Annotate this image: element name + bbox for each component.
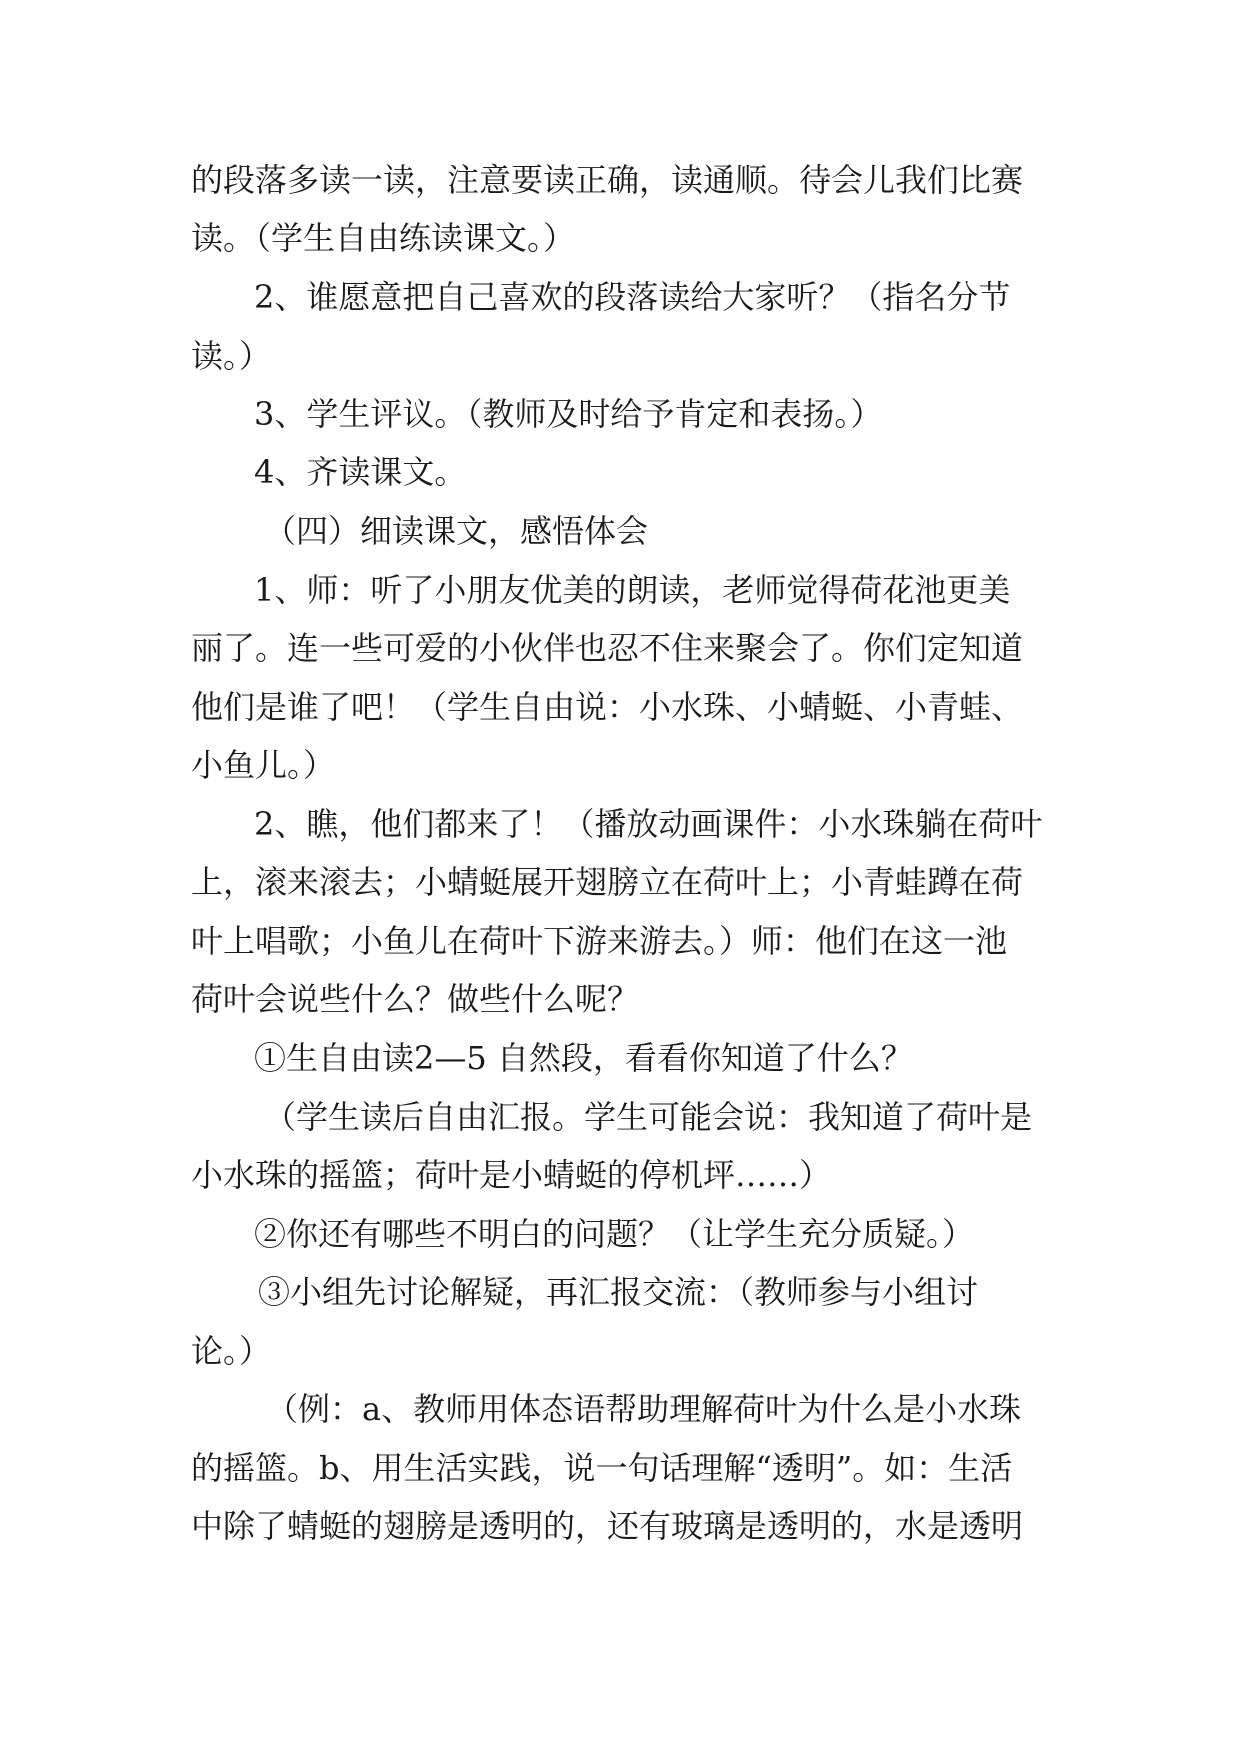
text-line-15: 荷叶会说些什么？做些什么呢？ [191, 980, 640, 1018]
text-line-10: 他们是谁了吧！（学生自由说：小水珠、小蜻蜓、小青蛙、 [191, 688, 1024, 726]
text-line-19: ②你还有哪些不明白的问题？（让学生充分质疑。） [254, 1215, 975, 1253]
text-line-11: 小鱼儿。） [191, 746, 336, 784]
text-line-21: 论。） [191, 1332, 272, 1370]
text-line-16: ①生自由读2—5 自然段，看看你知道了什么？ [254, 1039, 913, 1077]
text-line-6: 4、齐读课文。 [254, 453, 467, 491]
text-line-8: 1、师：听了小朋友优美的朗读，老师觉得荷花池更美 [254, 571, 1011, 609]
text-line-5: 3、学生评议。（教师及时给予肯定和表扬。） [254, 395, 883, 433]
text-line-13: 上，滚来滚去；小蜻蜓展开翅膀立在荷叶上；小青蛙蹲在荷 [191, 863, 1024, 901]
text-line-23: 的摇篮。b、用生活实践，说一句话理解“透明”。如：生活 [191, 1449, 1013, 1487]
text-line-4: 读。） [191, 337, 272, 375]
text-line-3: 2、谁愿意把自己喜欢的段落读给大家听？（指名分节 [254, 278, 1011, 316]
text-line-2: 读。（学生自由练读课文。） [191, 219, 576, 257]
text-line-20: ③小组先讨论解疑，再汇报交流：（教师参与小组讨 [258, 1273, 979, 1311]
text-line-24: 中除了蜻蜓的翅膀是透明的，还有玻璃是透明的，水是透明 [191, 1507, 1024, 1545]
text-line-17: （学生读后自由汇报。学生可能会说：我知道了荷叶是 [264, 1098, 1033, 1136]
text-line-1: 的段落多读一读，注意要读正确，读通顺。待会儿我们比赛 [191, 161, 1024, 199]
text-line-18: 小水珠的摇篮；荷叶是小蜻蜓的停机坪……） [191, 1156, 832, 1194]
text-line-9: 丽了。连一些可爱的小伙伴也忍不住来聚会了。你们定知道 [191, 629, 1024, 667]
text-line-12: 2、瞧，他们都来了！（播放动画课件：小水珠躺在荷叶 [254, 805, 1043, 843]
text-line-14: 叶上唱歌；小鱼儿在荷叶下游来游去。）师：他们在这一池 [191, 922, 1008, 960]
text-line-22: （例：a、教师用体态语帮助理解荷叶为什么是小水珠 [266, 1390, 1022, 1428]
section-heading: （四）细读课文，感悟体会 [264, 512, 649, 550]
